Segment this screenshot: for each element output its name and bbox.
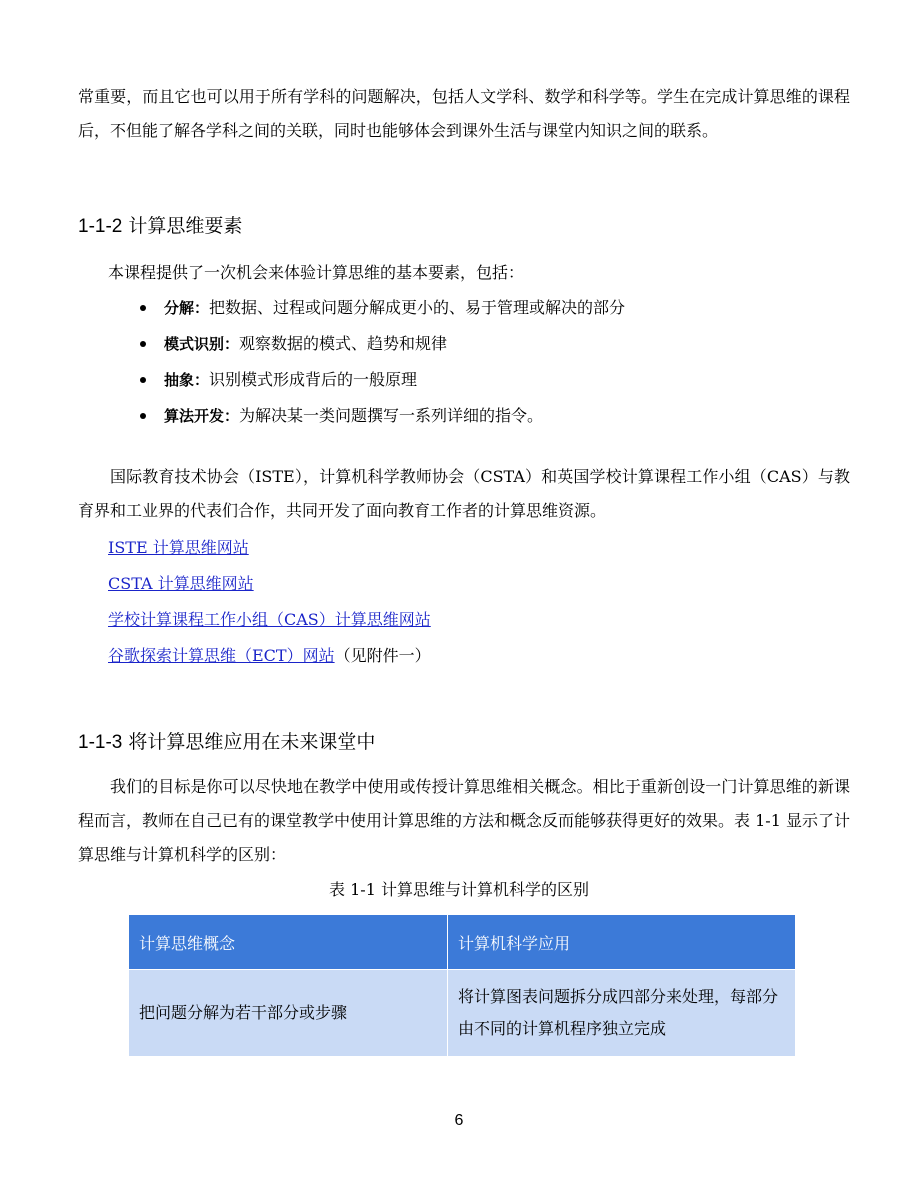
list-item — [134, 290, 625, 326]
table-caption: 表 1-1 计算思维与计算机科学的区别 — [329, 880, 589, 899]
bullet-term: 模式识别： — [164, 335, 240, 353]
csta-link[interactable]: CSTA 计算思维网站 — [108, 574, 254, 593]
intro-paragraph: 常重要，而且它也可以用于所有学科的问题解决，包括人文学科、数学和科学等。学生在完成计算思维的课程后，不但能了解各学科之间的关联，同时也能够体会到课外生活与课堂内知识之间的联系。 — [78, 87, 850, 140]
bullet-term: 抽象： — [164, 371, 210, 389]
iste-link[interactable]: ISTE 计算思维网站 — [108, 538, 249, 557]
future-classroom-paragraph: 我们的目标是你可以尽快地在教学中使用或传授计算思维相关概念。相比于重新创设一门计算思维的新课程而言，教师在自己已有的课堂教学中使用计算思维的方法和概念反而能够获得更好的效果。表 1-1 显示了计算思维与计算机科学的区别： — [78, 777, 850, 864]
bullet-icon — [140, 413, 146, 419]
section-number: 1-1-3 — [78, 732, 123, 753]
list-item — [134, 362, 625, 398]
organizations-paragraph: 国际教育技术协会（ISTE），计算机科学教师协会（CSTA）和英国学校计算课程工作小组（CAS）与教育界和工业界的代表们合作，共同开发了面向教育工作者的计算思维资源。 — [78, 467, 850, 520]
link-row — [108, 530, 431, 566]
ect-link[interactable]: 谷歌探索计算思维（ECT）网站 — [108, 646, 335, 665]
bullet-term: 分解： — [164, 299, 210, 317]
table-cell: 将计算图表问题拆分成四部分来处理，每部分由不同的计算机程序独立完成 — [448, 970, 796, 1057]
bullet-text: 为解决某一类问题撰写一系列详细的指令。 — [239, 406, 544, 425]
page-number: 6 — [454, 1112, 464, 1129]
bullet-term: 算法开发： — [164, 407, 240, 425]
elements-lead: 本课程提供了一次机会来体验计算思维的基本要素，包括： — [108, 263, 525, 282]
comparison-table — [128, 914, 796, 1057]
table-header-cell: 计算思维概念 — [129, 915, 448, 970]
link-row — [108, 602, 431, 638]
resource-links — [108, 530, 431, 674]
bullet-text: 把数据、过程或问题分解成更小的、易于管理或解决的部分 — [209, 298, 626, 317]
table-cell: 把问题分解为若干部分或步骤 — [129, 970, 448, 1057]
list-item — [134, 398, 625, 434]
bullet-text: 观察数据的模式、趋势和规律 — [239, 334, 448, 353]
link-row — [108, 638, 431, 674]
section-title: 将计算思维应用在未来课堂中 — [128, 731, 376, 753]
bullet-icon — [140, 341, 146, 347]
section-heading-1-1-2 — [78, 212, 242, 241]
section-title: 计算思维要素 — [128, 215, 243, 237]
link-suffix: （见附件一） — [334, 646, 431, 665]
table-header-cell: 计算机科学应用 — [448, 915, 796, 970]
cas-link[interactable]: 学校计算课程工作小组（CAS）计算思维网站 — [108, 610, 431, 629]
elements-list — [134, 290, 625, 434]
bullet-icon — [140, 305, 146, 311]
bullet-icon — [140, 377, 146, 383]
section-heading-1-1-3 — [78, 728, 375, 757]
table-header-row — [129, 915, 796, 970]
section-number: 1-1-2 — [78, 216, 123, 237]
table-row — [129, 970, 796, 1057]
list-item — [134, 326, 625, 362]
bullet-text: 识别模式形成背后的一般原理 — [209, 370, 418, 389]
link-row — [108, 566, 431, 602]
